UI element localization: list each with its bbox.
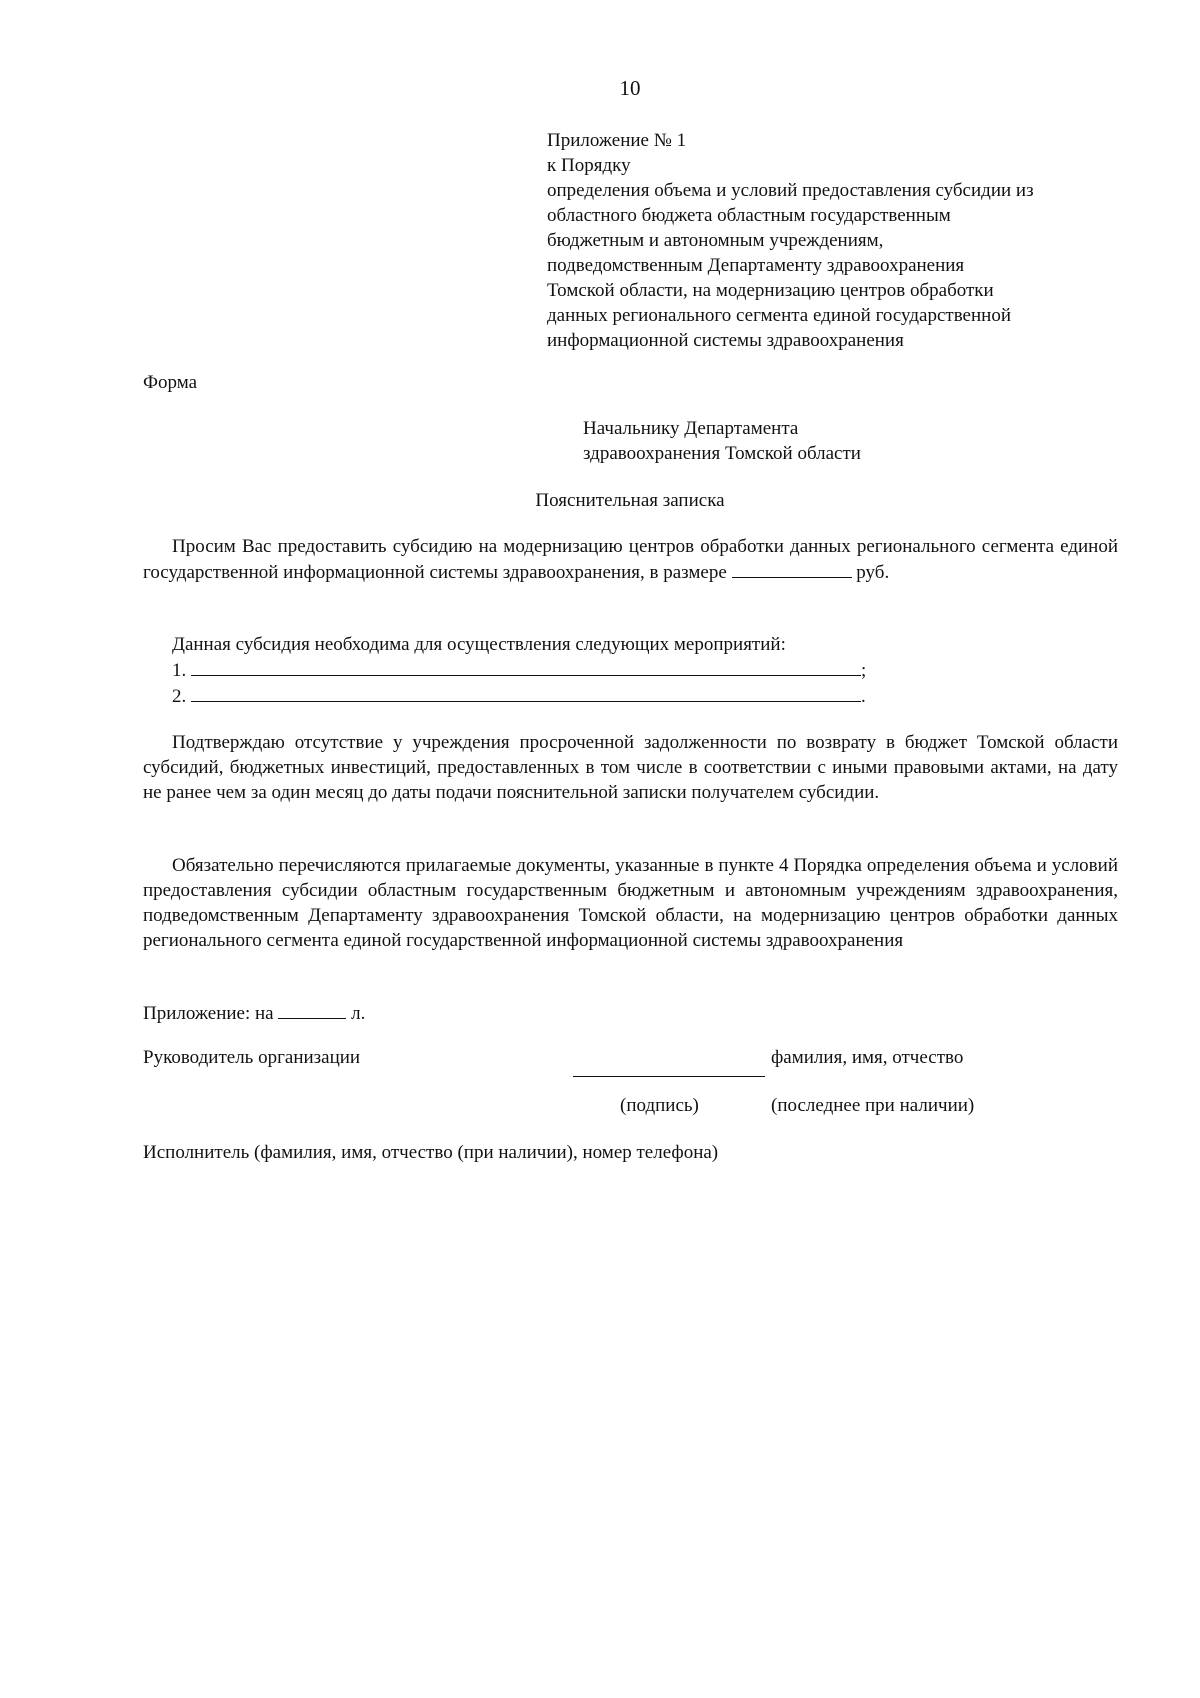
appendix-line: к Порядку bbox=[547, 155, 631, 176]
activities-intro: Данная субсидия необходима для осуществления следующих мероприятий: bbox=[172, 634, 786, 655]
fio-caption: фамилия, имя, отчество bbox=[771, 1047, 964, 1068]
appendix-line: определения объема и условий предоставления субсидии из bbox=[547, 180, 1034, 201]
activity-number: 2. bbox=[172, 686, 187, 707]
attachment-prefix: Приложение: на bbox=[143, 1003, 274, 1024]
confirmation-paragraph: Подтверждаю отсутствие у учреждения просроченной задолженности по возврату в бюджет Томской области субсидий, бюджетных инвестиций, предоставленных в том числе в соответствии с иными правовыми актами, на дату не ранее чем за один месяц до даты подачи пояснительной записки получателем субсидии. bbox=[143, 732, 1118, 803]
activity-item bbox=[143, 657, 1118, 683]
activity-item bbox=[143, 683, 1118, 709]
appendix-line: подведомственным Департаменту здравоохранения bbox=[547, 255, 965, 276]
appendix-line: Томской области, на модернизацию центров обработки bbox=[547, 280, 994, 301]
executor-line: Исполнитель (фамилия, имя, отчество (при наличии), номер телефона) bbox=[143, 1142, 719, 1163]
signature-line[interactable] bbox=[573, 1076, 765, 1077]
activity-blank-field[interactable] bbox=[191, 683, 861, 702]
currency-label: руб. bbox=[856, 562, 890, 583]
amount-blank-field[interactable] bbox=[732, 559, 852, 578]
fio-caption-note: (последнее при наличии) bbox=[771, 1095, 975, 1116]
activity-blank-field[interactable] bbox=[191, 657, 861, 676]
signature-caption: (подпись) bbox=[620, 1095, 699, 1116]
attachment-pages-blank-field[interactable] bbox=[278, 1000, 346, 1019]
activity-end: ; bbox=[861, 660, 867, 681]
request-text: Просим Вас предоставить субсидию на модернизацию центров обработки данных регионального сегмента единой государственной информационной системы здравоохранения, в размере bbox=[143, 536, 1118, 583]
documents-note-paragraph: Обязательно перечисляются прилагаемые документы, указанные в пункте 4 Порядка определения объема и условий предоставления субсидии областным государственным бюджетным и автономным учреждениям здравоохранения, подведомственным Департаменту здравоохранения Томской области, на модернизацию центров обработки данных регионального сегмента единой государственной информационной системы здравоохранения bbox=[143, 855, 1118, 951]
appendix-header bbox=[547, 128, 1127, 353]
form-label: Форма bbox=[143, 372, 198, 393]
addressee-line: здравоохранения Томской области bbox=[583, 443, 861, 464]
attachment-line bbox=[143, 1000, 365, 1026]
appendix-line: областного бюджета областным государственным bbox=[547, 205, 951, 226]
activity-number: 1. bbox=[172, 660, 187, 681]
head-of-organization-label: Руководитель организации bbox=[143, 1047, 361, 1068]
addressee-line: Начальнику Департамента bbox=[583, 418, 799, 439]
addressee-block bbox=[583, 416, 861, 466]
activity-end: . bbox=[861, 686, 866, 707]
appendix-line: Приложение № 1 bbox=[547, 130, 687, 151]
appendix-line: бюджетным и автономным учреждениям, bbox=[547, 230, 884, 251]
request-paragraph bbox=[143, 534, 1118, 585]
activities-block bbox=[143, 632, 1118, 709]
attachment-suffix: л. bbox=[351, 1003, 366, 1024]
page-number: 10 bbox=[619, 76, 641, 100]
document-title: Пояснительная записка bbox=[535, 490, 725, 511]
appendix-line: информационной системы здравоохранения bbox=[547, 330, 904, 351]
appendix-line: данных регионального сегмента единой государственной bbox=[547, 305, 1011, 326]
